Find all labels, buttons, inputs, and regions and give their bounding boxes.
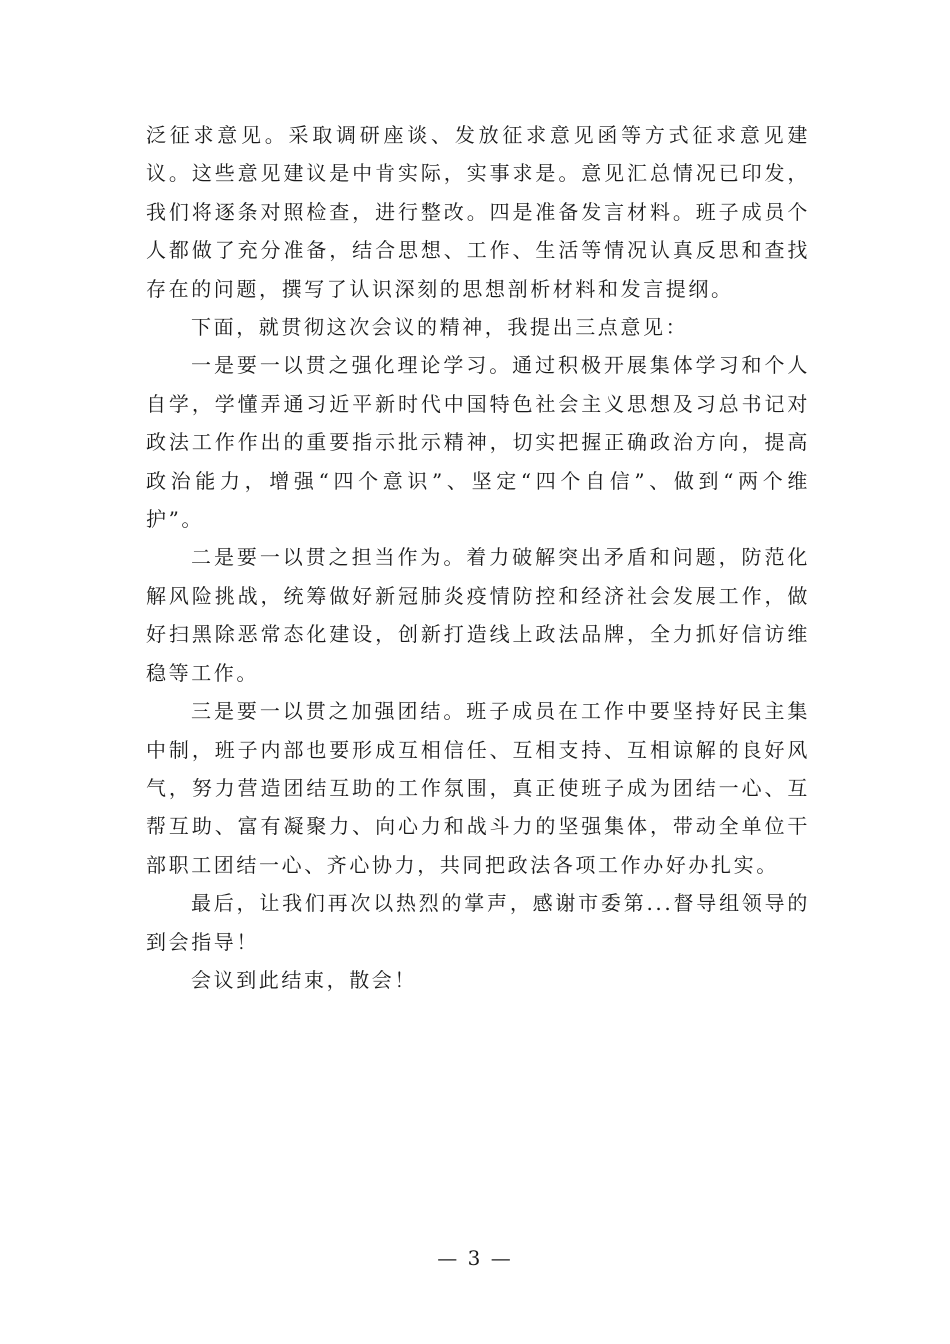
paragraph-meeting-end: 会议到此结束，散会！ [191, 967, 417, 992]
paragraph-opinion-one: 一是要一以贯之强化理论学习。通过积极开展集体学习和个人自学，学懂弄通习近平新时代中国特色社会主义思想及习总书记对政法工作作出的重要指示批示精神，切实把握正确政治方向，提高政治能力，增强“四个意识”、坚定“四个自信”、做到“两个维护”。 [146, 353, 810, 532]
paragraph-opinion-three: 三是要一以贯之加强团结。班子成员在工作中要坚持好民主集中制，班子内部也要形成互相信任、互相支持、互相谅解的良好风气，努力营造团结互助的工作氛围，真正使班子成为团结一心、互帮互助、富有凝聚力、向心力和战斗力的坚强集体，带动全单位干部职工团结一心、齐心协力，共同把政法各项工作办好办扎实。 [146, 699, 810, 877]
paragraph-continuation: 泛征求意见。采取调研座谈、发放征求意见函等方式征求意见建议。这些意见建议是中肯实际，实事求是。意见汇总情况已印发，我们将逐条对照检查，进行整改。四是准备发言材料。班子成员个人都做了充分准备，结合思想、工作、生活等情况认真反思和查找存在的问题，撰写了认识深刻的思想剖析材料和发言提纲。 [146, 123, 810, 301]
document-body [146, 116, 810, 999]
paragraph-closing-thanks: 最后，让我们再次以热烈的掌声，感谢市委第...督导组领导的到会指导！ [146, 891, 810, 954]
page-number: — 3 — [437, 1246, 513, 1270]
paragraph-intro-opinions: 下面，就贯彻这次会议的精神，我提出三点意见： [191, 315, 689, 340]
paragraph-opinion-two: 二是要一以贯之担当作为。着力破解突出矛盾和问题，防范化解风险挑战，统筹做好新冠肺炎疫情防控和经济社会发展工作，做好扫黑除恶常态化建设，创新打造线上政法品牌，全力抓好信访维稳等工作。 [146, 545, 810, 685]
